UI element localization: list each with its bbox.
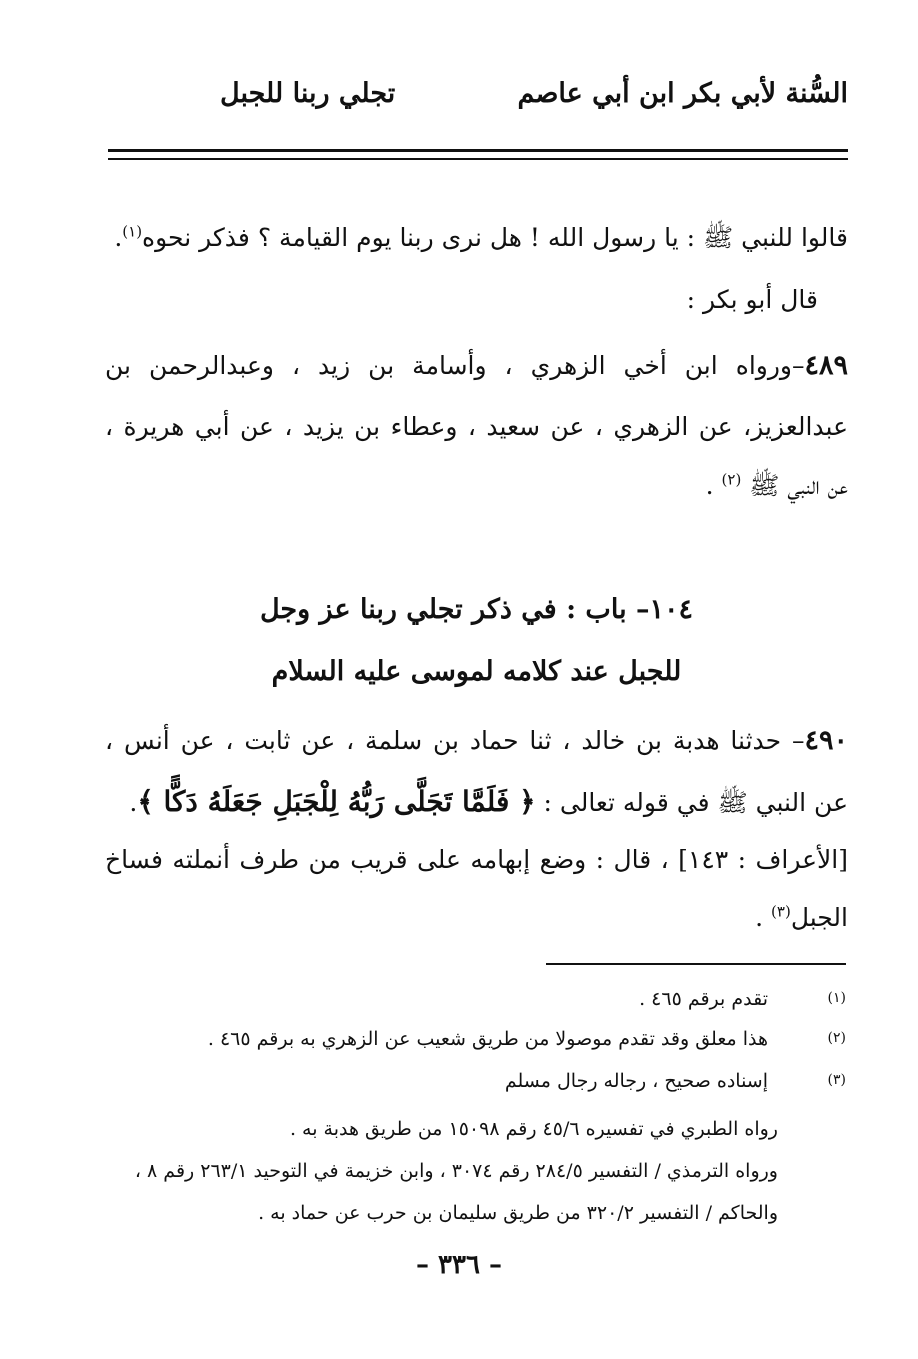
body-text: عن النبي ﷺ في قوله تعالى : — [535, 788, 848, 817]
quran-verse: ﴿ فَلَمَّا تَجَلَّى رَبُّهُ لِلْجَبَلِ جَعَلَهُ دَكًّا ﴾ — [137, 785, 536, 818]
footnote-3-cont-1: رواه الطبري في تفسيره ٤٥/٦ رقم ١٥٠٩٨ من طريق هدبة به . — [289, 1118, 778, 1140]
hadith-number: ٤٩٠ — [804, 725, 848, 756]
body-text: عن النبي ﷺ — [749, 471, 848, 500]
footnote-ref-3[interactable]: (٣) — [771, 902, 791, 921]
body-text: قال أبو بكر : — [686, 285, 818, 314]
hadith-490-line-3 — [105, 845, 848, 874]
footnote-3-cont-2: ورواه الترمذي / التفسير ٢٨٤/٥ رقم ٣٠٧٤ ، وابن خزيمة في التوحيد ٢٦٣/١ رقم ٨ ، — [134, 1160, 778, 1182]
page-number: – ٣٣٦ – — [415, 1250, 503, 1280]
footnote-ref-1[interactable]: (١) — [122, 222, 143, 241]
running-header-section-title: تجلي ربنا للجبل — [220, 78, 396, 109]
hadith-490-line-2 — [105, 785, 848, 824]
footnote-1: تقدم برقم ٤٦٥ . — [639, 988, 768, 1010]
footnote-ref-2[interactable]: (٢) — [721, 470, 742, 489]
hadith-490-line-4 — [105, 903, 848, 932]
punctuation: . — [114, 223, 123, 252]
running-header-book-title: السُّنة لأبي بكر ابن أبي عاصم — [517, 78, 848, 109]
punctuation: . — [705, 471, 722, 500]
footnote-mark-3: (٣) — [827, 1072, 846, 1088]
body-text: –ورواه ابن أخي الزهري ، وأسامة بن زيد ، وعبدالرحمن بن — [105, 351, 805, 380]
footnote-mark-1: (١) — [827, 990, 846, 1006]
footnote-mark-2: (٢) — [827, 1030, 846, 1046]
hadith-489-line-2 — [105, 412, 848, 441]
footnote-2: هذا معلق وقد تقدم موصولا من طريق شعيب عن الزهري به برقم ٤٦٥ . — [207, 1028, 768, 1050]
body-line-1 — [105, 222, 848, 259]
chapter-title-line-2: للجبل عند كلامه لموسى عليه السلام — [271, 656, 682, 687]
punctuation: . — [129, 788, 138, 817]
body-text: – حدثنا هدبة بن خالد ، ثنا حماد بن سلمة ، عن ثابت ، عن أنس ، — [105, 726, 805, 755]
body-text: [الأعراف : ١٤٣] ، قال : وضع إبهامه على قريب من طرف أنملته فساخ — [105, 845, 848, 874]
hadith-489-line-3 — [105, 470, 848, 507]
hadith-number: ٤٨٩ — [804, 350, 848, 381]
header-rule-thick — [108, 149, 848, 152]
body-text: قالوا للنبي ﷺ : يا رسول الله ! هل نرى ربنا يوم القيامة ؟ فذكر نحوه — [142, 223, 848, 252]
footnote-separator — [546, 963, 846, 965]
body-text: الجبل — [790, 903, 848, 932]
header-rule-thin — [108, 158, 848, 160]
footnote-3-cont-3: والحاكم / التفسير ٣٢٠/٢ من طريق سليمان بن حرب عن حماد به . — [258, 1202, 778, 1224]
body-line-2 — [105, 285, 818, 314]
punctuation: . — [755, 903, 772, 932]
hadith-489-line-1 — [105, 350, 848, 381]
hadith-490-line-1 — [105, 725, 848, 756]
footnote-3: إسناده صحيح ، رجاله رجال مسلم — [504, 1070, 768, 1092]
chapter-title-line-1: ١٠٤– باب : في ذكر تجلي ربنا عز وجل — [259, 594, 694, 625]
body-text: عبدالعزيز، عن الزهري ، عن سعيد ، وعطاء بن يزيد ، عن أبي هريرة ، — [105, 412, 848, 441]
